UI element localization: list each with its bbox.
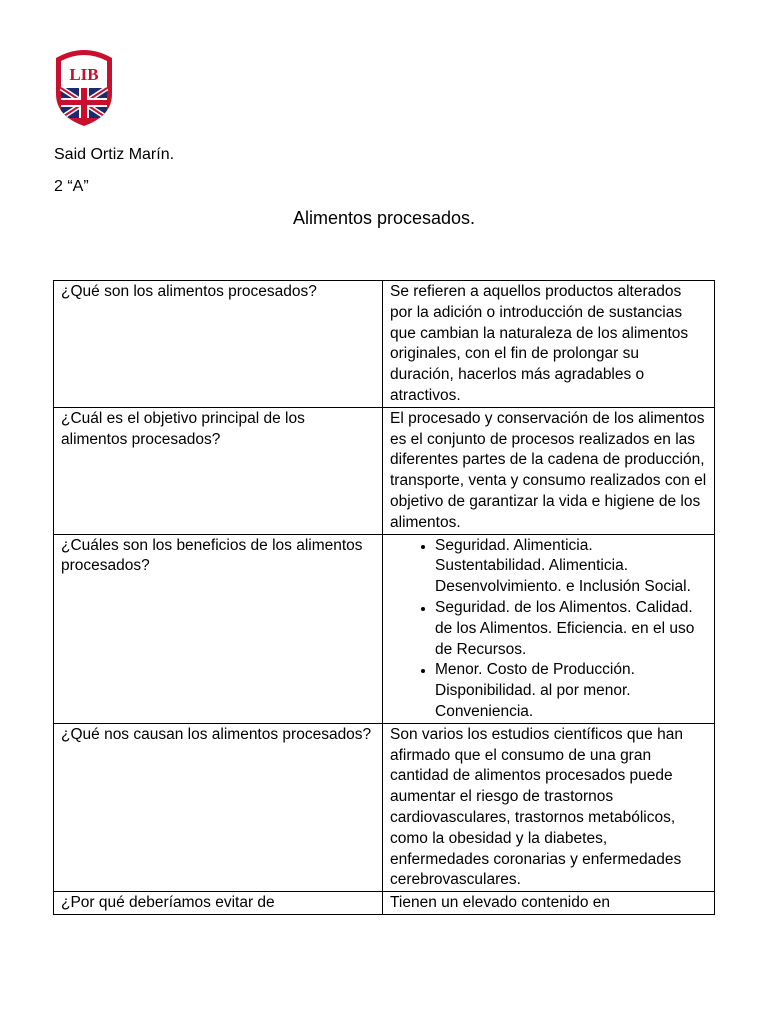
list-item: • Menor. Costo de Producción. Disponibilidad. al por menor. Conveniencia. xyxy=(435,660,707,722)
question-cell: ¿Por qué deberíamos evitar de xyxy=(54,892,383,915)
answer-cell: Son varios los estudios científicos que han afirmado que el consumo de una gran cantidad de alimentos procesados puede aumentar el riesgo de trastornos cardiovasculares, trastornos metabólicos, como la obesidad y la diabetes, enfermedades coronarias y enfermedades cerebrovasculares. xyxy=(383,723,715,891)
document-title: Alimentos procesados. xyxy=(292,208,476,228)
question-cell: ¿Cuál es el objetivo principal de los alimentos procesados? xyxy=(54,407,383,534)
list-item: • Seguridad. de los Alimentos. Calidad. de los Alimentos. Eficiencia. en el uso de Recursos. xyxy=(435,598,707,660)
answer-cell: Tienen un elevado contenido en xyxy=(383,892,715,915)
answer-cell xyxy=(383,534,715,723)
qa-table xyxy=(53,280,715,915)
list-item: • Seguridad. Alimenticia. Sustentabilidad. Alimenticia. Desenvolvimiento. e Inclusión Social. xyxy=(435,536,707,598)
grade-label: 2 “A” xyxy=(54,178,89,195)
table-row xyxy=(54,534,715,723)
question-cell: ¿Qué son los alimentos procesados? xyxy=(54,281,383,408)
table-row xyxy=(54,892,715,915)
table-row xyxy=(54,281,715,408)
table-row xyxy=(54,723,715,891)
answer-cell: El procesado y conservación de los alimentos es el conjunto de procesos realizados en las diferentes partes de la cadena de producción, transporte, venta y consumo realizados con el objetivo de garantizar la vida e higiene de los alimentos. xyxy=(383,407,715,534)
question-cell: ¿Qué nos causan los alimentos procesados? xyxy=(54,723,383,891)
question-cell: ¿Cuáles son los beneficios de los alimentos procesados? xyxy=(54,534,383,723)
benefits-list xyxy=(390,536,707,723)
school-logo xyxy=(52,44,116,128)
answer-cell: Se refieren a aquellos productos alterados por la adición o introducción de sustancias que cambian la naturaleza de los alimentos originales, con el fin de prolongar su duración, hacerlos más agradables o atractivos. xyxy=(383,281,715,408)
author-name: Said Ortiz Marín. xyxy=(54,146,175,163)
logo-text: LIB xyxy=(69,65,99,84)
table-row xyxy=(54,407,715,534)
